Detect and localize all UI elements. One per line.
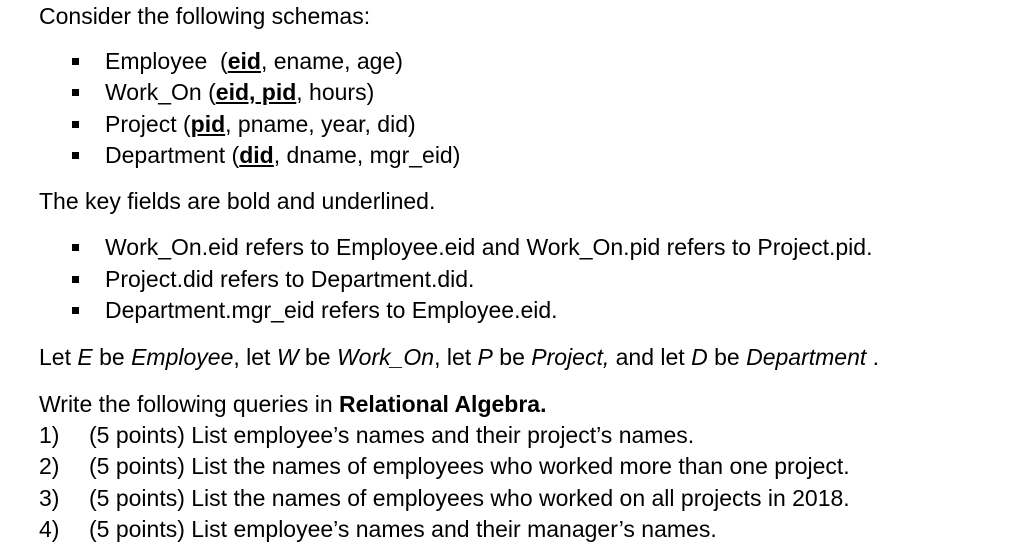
bullet-square-icon xyxy=(72,58,79,65)
schema-name: Employee xyxy=(105,48,208,74)
schema-key: pid xyxy=(190,111,226,137)
query-text: (5 points) List the names of employees who worked on all projects in 2018. xyxy=(89,485,850,511)
key-note: The key fields are bold and underlined. xyxy=(39,188,436,214)
query-number: 1) xyxy=(39,422,60,448)
query-text: (5 points) List employee’s names and their project’s names. xyxy=(89,422,695,448)
schema-name: Project xyxy=(105,111,177,137)
query-number: 2) xyxy=(39,453,60,479)
schema-key: did xyxy=(239,142,274,168)
bullet-square-icon xyxy=(72,152,79,159)
query-text: (5 points) List the names of employees who worked more than one project. xyxy=(89,453,850,479)
bullet-square-icon xyxy=(72,276,79,283)
bullet-square-icon xyxy=(72,89,79,96)
bullet-square-icon xyxy=(72,307,79,314)
bullet-square-icon xyxy=(72,121,79,128)
bullet-square-icon xyxy=(72,244,79,251)
query-number: 3) xyxy=(39,485,60,511)
query-number: 4) xyxy=(39,516,60,542)
schema-name: Work_On xyxy=(105,79,202,105)
schema-key: eid, pid xyxy=(215,79,297,105)
schema-name: Department xyxy=(105,142,226,168)
query-text: (5 points) List employee’s names and their manager’s names. xyxy=(89,516,717,542)
instruction: Write the following queries in Relational Algebra. xyxy=(39,391,547,417)
let-definitions: Let E be Employee, let W be Work_On, let P be Project, and let D be Department . xyxy=(39,344,880,370)
instruction-bold: Relational Algebra. xyxy=(339,391,547,417)
schema-key: eid xyxy=(227,48,261,74)
intro-text: Consider the following schemas: xyxy=(39,3,371,29)
